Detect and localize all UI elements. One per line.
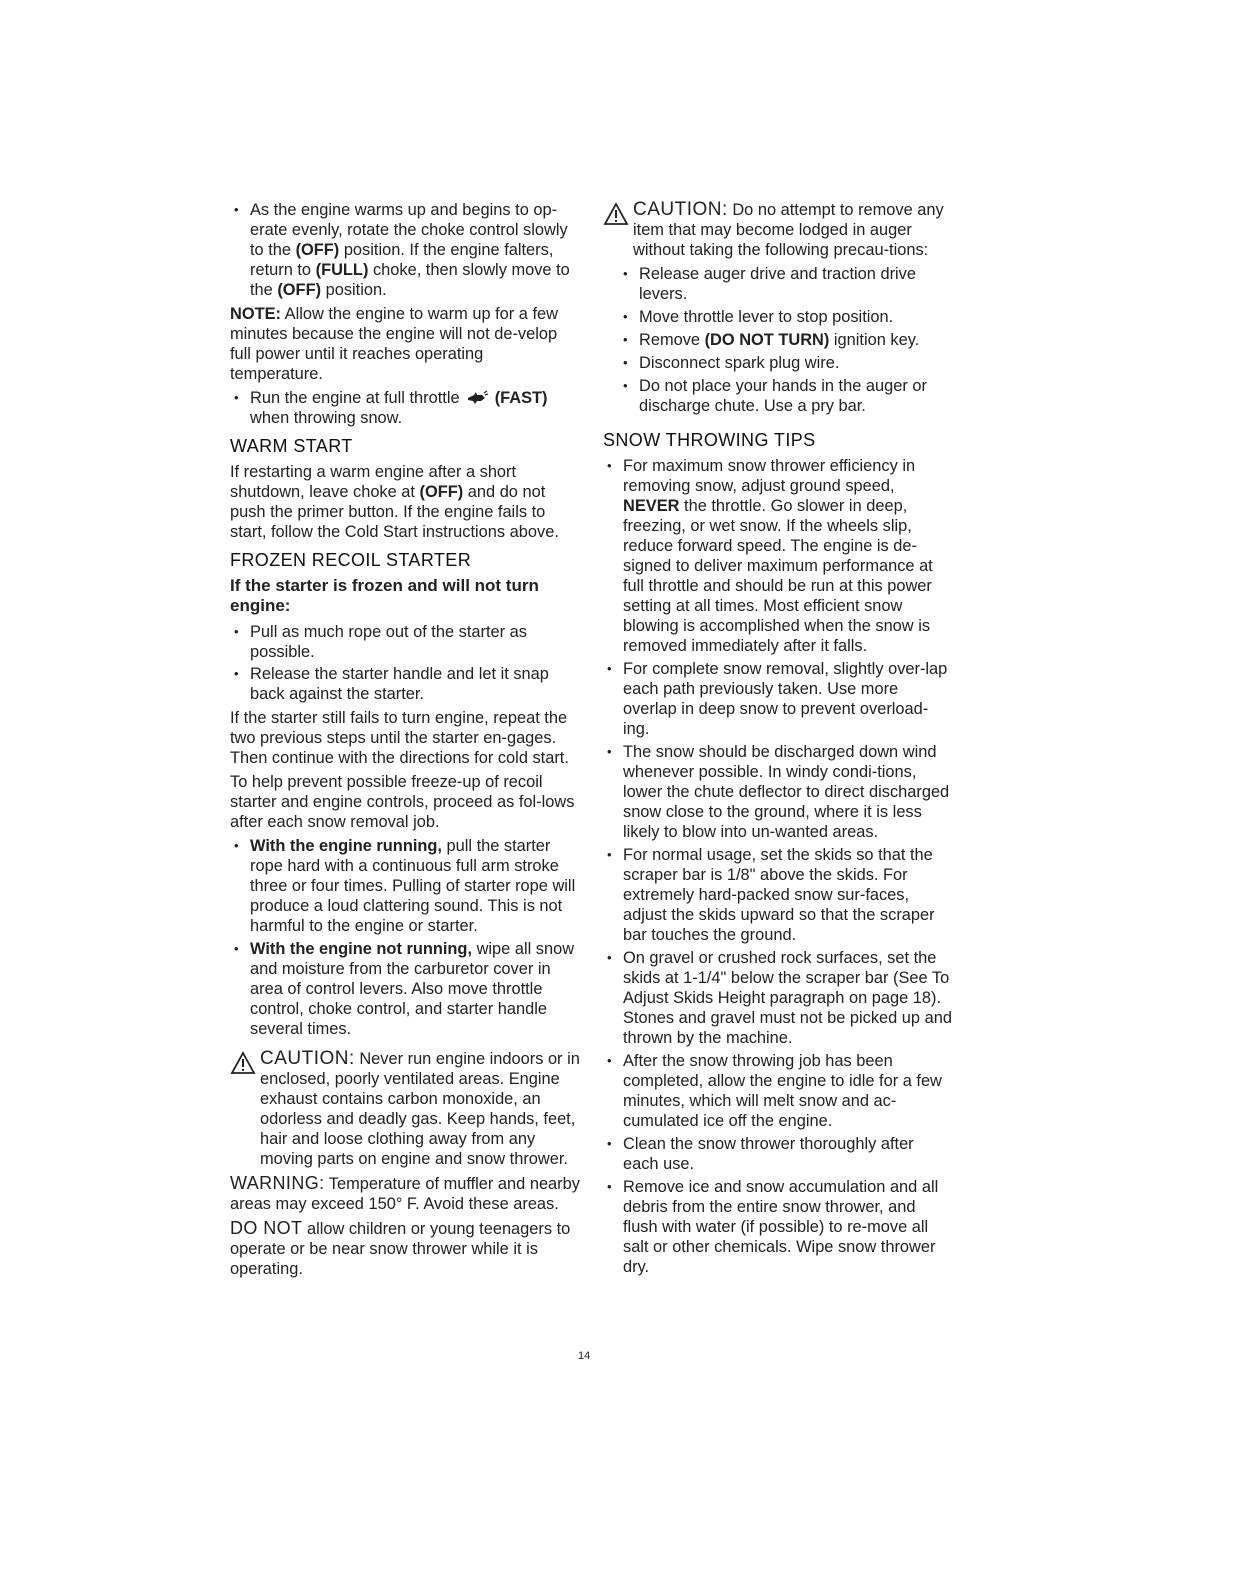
list-item: • Pull as much rope out of the starter as possible. bbox=[230, 622, 580, 662]
list-item: • Disconnect spark plug wire. bbox=[603, 353, 953, 373]
right-column bbox=[603, 200, 953, 1281]
frozen-subheading: If the starter is frozen and will not turn engine: bbox=[230, 576, 539, 615]
snow-throwing-tips-heading: SNOW THROWING TIPS bbox=[603, 430, 816, 450]
list-item: • Release the starter handle and let it snap back against the starter. bbox=[230, 664, 580, 704]
list-item: • For maximum snow thrower efficiency in removing snow, adjust ground speed, NEVER the throttle. Go slower in deep, freezing, or wet snow. If the wheels slip, reduce forward speed. The engine is de-signed to deliver maximum performance at full throttle and should be run at this power setting at all times. Most efficient snow blowing is accomplished when the snow is removed immediately after it falls. bbox=[603, 456, 953, 656]
list-item: • The snow should be discharged down wind whenever possible. In windy condi-tions, lower the chute deflector to direct discharged snow close to the ground, where it is less likely to blow into un-wanted areas. bbox=[603, 742, 953, 842]
list-item: • With the engine not running, wipe all snow and moisture from the carburetor cover in area of control levers. Also move throttle control, choke control, and starter handle several times. bbox=[230, 939, 580, 1039]
caution-block: CAUTION: Do no attempt to remove any item that may become lodged in auger without taking the following precau-tions: bbox=[603, 200, 953, 260]
list-item: • Release auger drive and traction drive levers. bbox=[603, 264, 953, 304]
list-item: • Do not place your hands in the auger or discharge chute. Use a pry bar. bbox=[603, 376, 953, 416]
warning-triangle-icon bbox=[603, 202, 629, 226]
tips-bullets bbox=[603, 456, 953, 1277]
list-item: • As the engine warms up and begins to op-erate evenly, rotate the choke control slowly to the (OFF) position. If the engine falters, return to (FULL) choke, then slowly move to the (OFF) position. bbox=[230, 200, 580, 300]
throttle-bullets bbox=[230, 388, 580, 428]
list-item: • Run the engine at full throttle (FAST) when throwing snow. bbox=[230, 388, 580, 428]
caution-block: CAUTION: Never run engine indoors or in enclosed, poorly ventilated areas. Engine exhaust contains carbon monoxide, an odorless and deadly gas. Keep hands, feet, hair and loose clothing away from any moving parts on engine and snow thrower. bbox=[230, 1049, 580, 1169]
list-item: • For normal usage, set the skids so that the scraper bar is 1/8" above the skids. For extremely hard-packed snow sur-faces, adjust the skids upward so that the scraper bar touches the ground. bbox=[603, 845, 953, 945]
list-item: • Clean the snow thrower thoroughly after each use. bbox=[603, 1134, 953, 1174]
list-item: • With the engine running, pull the starter rope hard with a continuous full arm stroke three or four times. Pulling of starter rope will produce a loud clattering sound. This is not harmful to the engine or starter. bbox=[230, 836, 580, 936]
warning-triangle-icon bbox=[230, 1051, 256, 1075]
note-paragraph: NOTE: Allow the engine to warm up for a few minutes because the engine will not de-velop full power until it reaches operating temperature. bbox=[230, 305, 558, 383]
rabbit-fast-icon bbox=[466, 390, 488, 406]
choke-bullets bbox=[230, 200, 580, 300]
do-not-paragraph: DO NOT allow children or young teenagers to operate or be near snow thrower while it is operating. bbox=[230, 1218, 571, 1278]
frozen-paragraph-1: If the starter still fails to turn engine, repeat the two previous steps until the starter en-gages. Then continue with the directions for cold start. bbox=[230, 709, 569, 767]
list-item: • Move throttle lever to stop position. bbox=[603, 307, 953, 327]
left-column bbox=[230, 200, 580, 1283]
precaution-bullets bbox=[603, 264, 953, 416]
frozen-recoil-heading: FROZEN RECOIL STARTER bbox=[230, 550, 472, 570]
list-item: • For complete snow removal, slightly over-lap each path previously taken. Use more overlap in deep snow to prevent overload-ing. bbox=[603, 659, 953, 739]
frozen-paragraph-2: To help prevent possible freeze-up of recoil starter and engine controls, proceed as fol-lows after each snow removal job. bbox=[230, 773, 575, 831]
frozen-bullets bbox=[230, 622, 580, 704]
list-item: • After the snow throwing job has been completed, allow the engine to idle for a few minutes, which will melt snow and ac-cumulated ice off the engine. bbox=[603, 1051, 953, 1131]
warm-start-paragraph: If restarting a warm engine after a short shutdown, leave choke at (OFF) and do not push the primer button. If the engine fails to start, follow the Cold Start instructions above. bbox=[230, 463, 559, 541]
warning-paragraph: WARNING: Temperature of muffler and nearby areas may exceed 150° F. Avoid these areas. bbox=[230, 1173, 580, 1213]
running-bullets bbox=[230, 836, 580, 1039]
list-item: • Remove (DO NOT TURN) ignition key. bbox=[603, 330, 953, 350]
list-item: • On gravel or crushed rock surfaces, set the skids at 1-1/4" below the scraper bar (See To Adjust Skids Height paragraph on page 18). Stones and gravel must not be picked up and thrown by the machine. bbox=[603, 948, 953, 1048]
list-item: • Remove ice and snow accumulation and all debris from the entire snow thrower, and flush with water (if possible) to re-move all salt or other chemicals. Wipe snow thrower dry. bbox=[603, 1177, 953, 1277]
page-number: 14 bbox=[578, 1350, 591, 1362]
warm-start-heading: WARM START bbox=[230, 436, 353, 456]
